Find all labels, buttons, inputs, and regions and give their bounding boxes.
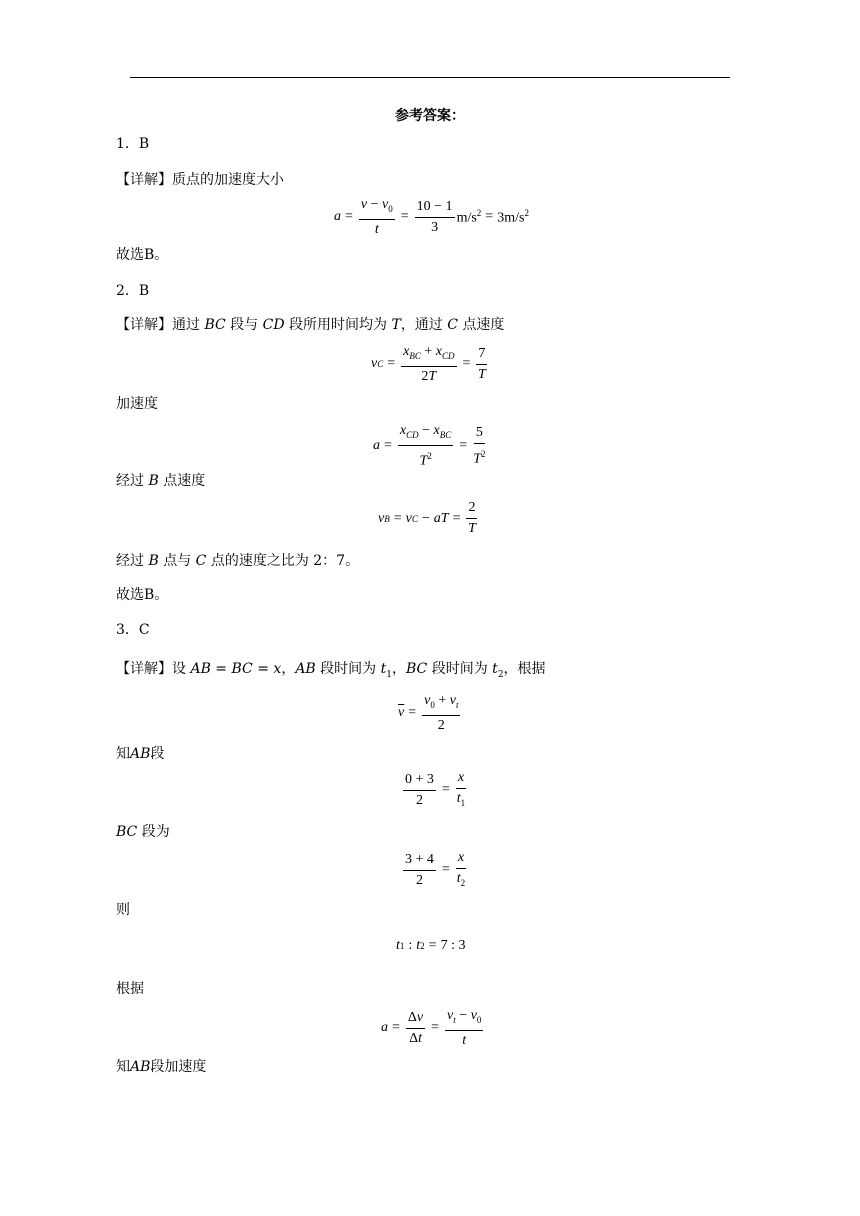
q2-ratio: 经过 B 点与 C 点的速度之比为 2：7。: [116, 553, 360, 569]
q2-conclusion: 故选B。: [116, 587, 169, 603]
header-rule: [130, 77, 730, 78]
q3-equation-vavg: $\overline{v}$ = $\frac{v_0 + v_t}{2}$: [398, 693, 459, 733]
q3-equation-ratio: t 1 : t 2 = 7 : 3: [396, 938, 466, 953]
q3-equation-ab: $\frac{0 + 3}{2}$ = $\frac{x}{t_1}$: [405, 770, 466, 808]
q3-equation-accel: a = $\frac{\Delta v}{\Delta t}$ = $\frac{v_t - v_0}{t}$: [381, 1008, 482, 1048]
q1-equation: a = $\frac{v - v_0}{t}$ = $\frac{10 - 1}{3}$ $m/s^2$ = $3m/s^2$: [334, 197, 529, 237]
q2-detail: 【详解】通过 BC 段与 CD 段所用时间均为 T，通过 C 点速度: [116, 317, 505, 333]
q3-ab-accel-label: 知AB段加速度: [116, 1059, 207, 1075]
q2-vb-label: 经过 B 点速度: [116, 473, 206, 489]
q1-detail: 【详解】质点的加速度大小: [116, 172, 284, 188]
q3-ab-label: 知AB段: [116, 746, 165, 762]
q3-then: 则: [116, 902, 130, 918]
q2-equation-vb: v B = v C − aT = $\frac{2}{T}$: [378, 500, 476, 536]
page-title: 参考答案：: [395, 108, 465, 124]
q3-accord: 根据: [116, 981, 144, 997]
q3-equation-bc: $\frac{3 + 4}{2}$ = $\frac{x}{t_2}$: [405, 850, 466, 888]
q1-answer: 1．B: [116, 136, 150, 152]
q2-answer: 2．B: [116, 283, 150, 299]
q1-conclusion: 故选B。: [116, 247, 169, 263]
q3-answer: 3．C: [116, 622, 150, 638]
q3-bc-label: BC 段为: [116, 824, 170, 840]
q3-detail: 【详解】设 AB = BC = x，AB 段时间为 $t_1$，BC 段时间为 $t_2$，根据: [116, 661, 546, 680]
q2-equation-a: a = $\frac{x_{CD} - x_{BC}}{T^2}$ = $\frac{5}{T^2}$: [373, 423, 486, 469]
q2-equation-vc: v C = $\frac{x_{BC} + x_{CD}}{2T}$ = $\frac{7}{T}$: [371, 344, 486, 384]
q2-accel-label: 加速度: [116, 396, 158, 412]
